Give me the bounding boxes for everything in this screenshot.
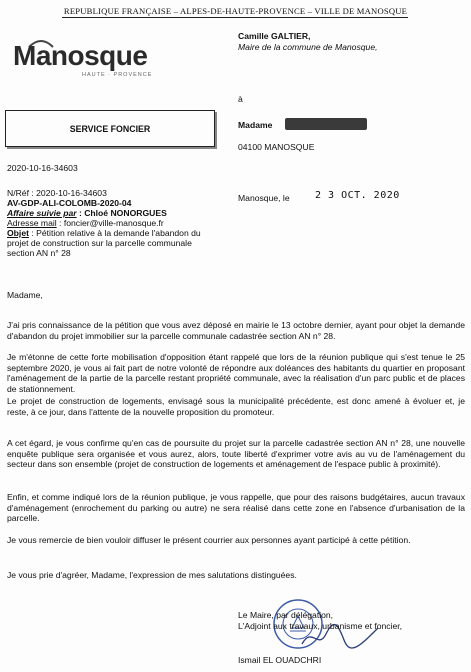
mail-value: : foncier@ville-manosque.fr xyxy=(56,218,164,228)
date-place: Manosque, le xyxy=(238,193,290,203)
logo-subtitle: HAUTE · PROVENCE xyxy=(82,72,153,78)
redacted-name xyxy=(285,118,367,130)
nref: N/Réf : 2020-10-16-34603 xyxy=(7,188,107,198)
header-line: REPUBLIQUE FRANÇAISE – ALPES-DE-HAUTE-PROVENCE – VILLE DE MANOSQUE xyxy=(63,6,408,16)
objet-label: Objet xyxy=(7,228,29,238)
objet-line-3: section AN n° 28 xyxy=(7,248,71,258)
mayor-name: Camille GALTIER, xyxy=(238,31,311,41)
signature-line-1: Le Maire, par délégation, xyxy=(238,610,334,620)
paragraph-4: A cet égard, je vous confirme qu'en cas de poursuite du projet sur la parcelle cadastrée section AN n° 28, une nouvelle enquête publique sera organisée et vous aurez, alors, toute liberté d'exprimer votre avis au vu de l'aménagement du secteur dans son ensemble (projet de construction de logements et aménagement de l'espace public à proximité). xyxy=(7,438,465,470)
paragraph-5: Enfin, et comme indiqué lors de la réunion publique, je vous rappelle, que pour des raisons budgétaires, aucun travaux d'aménagement (enrochement du parking ou autre) ne sera réalisé dans cette zone en l'absence d'urbanisation de la parcelle. xyxy=(7,492,465,524)
greeting: Madame, xyxy=(7,290,43,300)
signature-name: Ismail EL OUADCHRI xyxy=(238,655,322,665)
mail-label: Adresse mail xyxy=(7,218,57,228)
objet-line xyxy=(7,228,201,239)
handwritten-date-stamp: 2 3 OCT. 2020 xyxy=(315,190,400,201)
logo-manosque: Manosque xyxy=(13,40,148,71)
mayor-title: Maire de la commune de Manosque, xyxy=(238,42,378,52)
affaire-suivie-value: : Chloé NONORGUES xyxy=(76,208,167,218)
paragraph-1: J'ai pris connaissance de la pétition que vous avez déposé en mairie le 13 octobre dernier, ayant pour objet la demande d'abandon du projet immobilier sur la parcelle communale cadastrée section AN n° 28. xyxy=(7,320,465,341)
affaire-suivie xyxy=(7,208,167,219)
addressee-salutation: Madame xyxy=(238,120,273,130)
paragraph-7: Je vous prie d'agréer, Madame, l'expression de mes salutations distinguées. xyxy=(7,570,297,580)
paragraph-2: Je m'étonne de cette forte mobilisation d'opposition étant rappelé que lors de la réunion publique qui s'est tenue le 25 septembre 2020, je vous ai fait part de notre volonté de répondre aux doléances des habitants du quartier en proposant l'aménagement de la partie de la parcelle restant propriété communale, avec la réalisation d'un parc public et de places de stationnement. xyxy=(7,352,465,394)
affaire-suivie-label: Affaire suivie par xyxy=(7,208,77,218)
objet-line-2: projet de construction sur la parcelle communale xyxy=(7,238,192,248)
mail-line xyxy=(7,218,164,229)
a-label: à xyxy=(238,94,243,104)
service-foncier-box: SERVICE FONCIER xyxy=(5,110,215,147)
paragraph-6: Je vous remercie de bien vouloir diffuser le présent courrier aux personnes ayant participé à cette pétition. xyxy=(7,535,411,545)
signature-line-2: L'Adjoint aux travaux, urbanisme et foncier, xyxy=(238,621,403,631)
header-rule xyxy=(62,17,408,18)
addressee-city: 04100 MANOSQUE xyxy=(238,142,315,152)
objet-line-1: : Pétition relative à la demande l'abandon du xyxy=(28,228,201,238)
paragraph-3: Le projet de construction de logements, envisagé sous la municipalité précédente, est donc amené à évoluer et, je reste, à ce jour, dans l'attente de la nouvelle proposition du promoteur. xyxy=(7,396,465,417)
dossier-ref: AV-GDP-ALI-COLOMB-2020-04 xyxy=(7,198,132,208)
reference-top: 2020-10-16-34603 xyxy=(7,163,78,173)
